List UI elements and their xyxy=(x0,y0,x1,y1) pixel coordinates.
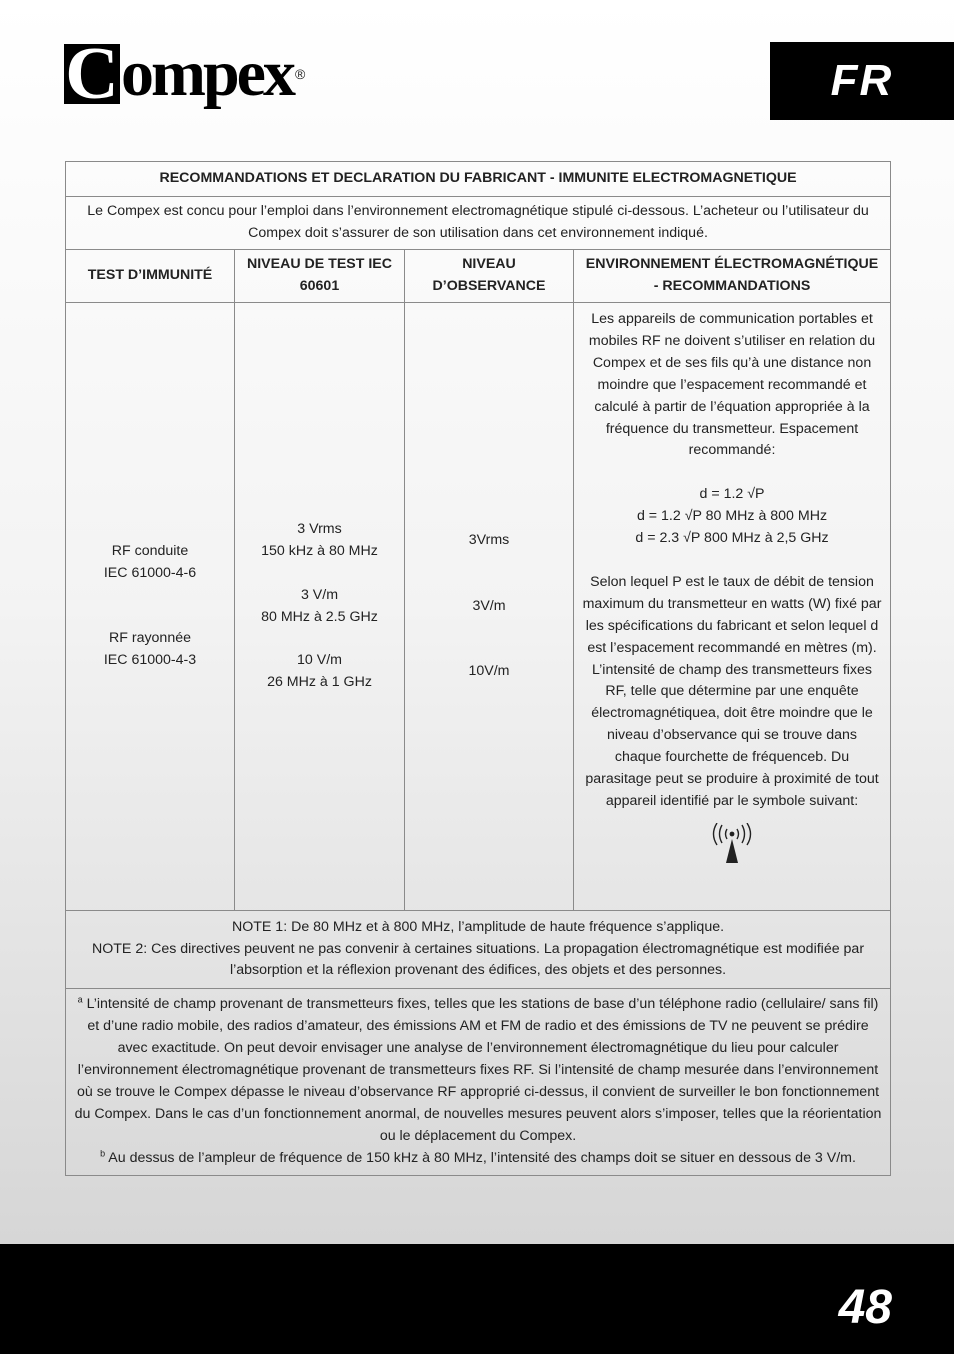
footnote-a-marker: a xyxy=(77,994,83,1005)
table-title: RECOMMANDATIONS ET DECLARATION DU FABRICANT - IMMUNITE ELECTROMAGNETIQUE xyxy=(66,162,891,197)
test-text: RF conduite IEC 61000-4-6 RF rayonnée IEC 61000-4-3 xyxy=(103,542,197,669)
cell-level xyxy=(235,303,405,911)
level-text: 3 Vrms 150 kHz à 80 MHz 3 V/m 80 MHz à 2.5 GHz 10 V/m 26 MHz à 1 GHz xyxy=(261,520,378,691)
footnote-b xyxy=(100,1147,856,1166)
footnote-b-text: Au dessus de l’ampleur de fréquence de 150 kHz à 80 MHz, l’intensité des champs doit se situer en dessous de 3 V/m. xyxy=(105,1149,856,1166)
registered-mark: ® xyxy=(294,66,306,82)
column-header-level: NIVEAU DE TEST IEC 60601 xyxy=(235,250,405,303)
compliance-text: 3Vrms 3V/m 10V/m xyxy=(468,531,510,680)
table-footnotes-row xyxy=(66,989,891,1176)
table-intro-row xyxy=(66,197,891,250)
column-header-environment: ENVIRONNEMENT ÉLECTROMAGNÉTIQUE - RECOMMANDATIONS xyxy=(574,250,891,303)
table-notes-row xyxy=(66,911,891,989)
table-row xyxy=(66,303,891,911)
emc-immunity-table xyxy=(65,161,891,1176)
table-title-row xyxy=(66,162,891,197)
footnote-a xyxy=(75,996,882,1143)
notes-text: NOTE 1: De 80 MHz et à 800 MHz, l’amplitude de haute fréquence s’applique. NOTE 2: Ces directives peuvent ne pas convenir à certaines situations. La propagation électromagnétique est modifiée par l’absorption et la réflexion provenant des édifices, des objets et des personnes. xyxy=(91,918,865,979)
footnote-b-marker: b xyxy=(100,1147,106,1158)
language-label: FR xyxy=(830,56,894,105)
column-header-test: TEST D’IMMUNITÉ xyxy=(66,250,235,303)
non-ionizing-radiation-icon xyxy=(708,823,756,865)
cell-test xyxy=(66,303,235,911)
environment-text: Les appareils de communication portables et mobiles RF ne doivent s’utiliser en relation du Compex et de ses fils qu’à une distance non moindre que l’espacement recommandé et calculé à partir de l’équation appropriée à la fréquence du transmetteur. Espacement recommandé: d = 1.2 √P d = 1.2 √P 80 MHz à 800 MHz d = 2.3 √P 800 MHz à 2,5 GHz Selon lequel P est le taux de débit de tension maximum du transmetteur en watts (W) fixé par les spécifications du fabricant et selon lequel d est l’espacement recommandé en mètres (m). L’intensité de champ des transmetteurs fixes RF, telle que détermine par une enquête électromagnétiquea, doit être moindre que le niveau d’observance qui se trouve dans chaque fourchette de fréquenceb. Du parasitage peut se produire à proximité de tout appareil identifié par le symbole suivant: xyxy=(582,311,882,809)
table-footnotes xyxy=(66,989,891,1176)
compex-logo xyxy=(64,37,306,118)
logo-wordmark: ompex xyxy=(121,37,293,110)
table-notes xyxy=(66,911,891,989)
footnote-a-text: L’intensité de champ provenant de transmetteurs fixes, telles que les stations de base d’un téléphone radio (cellulaire/ sans fil) et d’une radio mobile, des radios d’amateur, des émissions AM et FM de radio et des émissions de TV ne peuvent se prédire avec exactitude. On peut devoir envisager une analyse de l’environnement électromagnétique du lieu pour calculer l’environnement électromagnétique provenant de transmetteurs fixes RF. Si l’intensité de champ mesurée dans l’environnement où se trouve le Compex dépasse le niveau d’observance RF approprié ci-dessus, il convient de surveiller le bon fonctionnement du Compex. Dans le cas d’un fonctionnement anormal, de nouvelles mesures peuvent alors s’imposer, telles que la réorientation ou le déplacement du Compex. xyxy=(74,996,882,1144)
page-number: 48 xyxy=(838,1281,892,1334)
logo-letter-block: C xyxy=(65,44,119,104)
table-intro: Le Compex est concu pour l’emploi dans l’environnement electromagnétique stipulé ci-dessous. L’acheteur ou l’utilisateur du Compex doit s’assurer de son utilisation dans cet environnement indiqué. xyxy=(66,197,891,250)
cell-compliance xyxy=(405,303,574,911)
table-header-row xyxy=(66,250,891,303)
column-header-compliance: NIVEAU D’OBSERVANCE xyxy=(405,250,574,303)
language-tab xyxy=(770,42,954,120)
cell-environment xyxy=(574,303,891,911)
footer-bar xyxy=(0,1244,954,1354)
